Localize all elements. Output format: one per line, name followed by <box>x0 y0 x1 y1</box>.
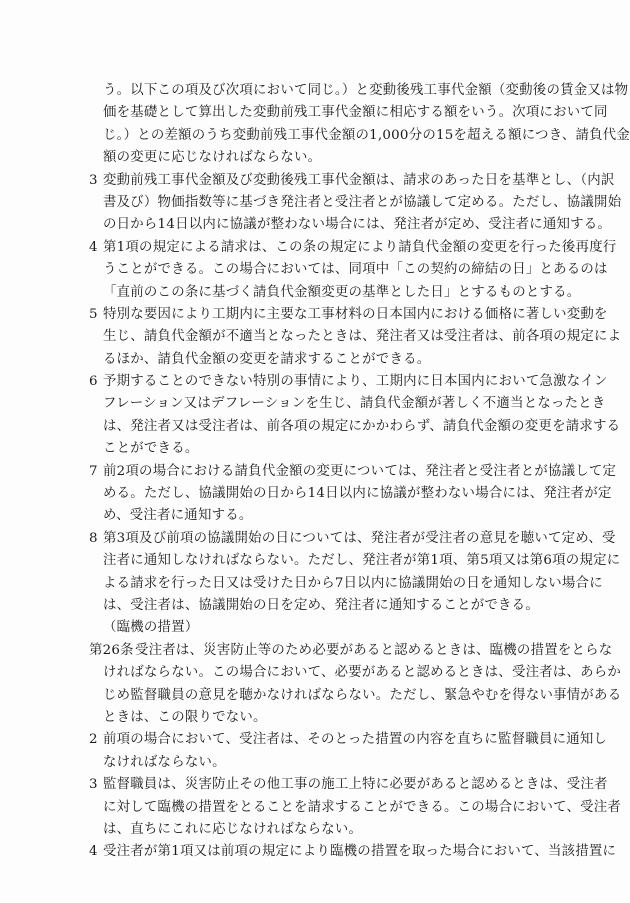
numbered-paragraph-line <box>89 729 608 751</box>
numbered-paragraph-line <box>89 371 608 393</box>
line-text: 注者に通知しなければならない。ただし、発注者が第1項、第5項又は第6項の規定に <box>103 553 621 569</box>
numbered-paragraph-line <box>89 304 608 326</box>
article-number: 第26条 <box>89 642 134 658</box>
line-text: は、受注者は、協議開始の日を定め、発注者に通知することができる。 <box>103 597 539 613</box>
line-text: の日から14日以内に協議が整わない場合には、発注者が定め、受注者に通知する。 <box>103 217 612 233</box>
line-text: める。ただし、協議開始の日から14日以内に協議が整わない場合には、発注者が定 <box>103 486 612 502</box>
continuation-line <box>89 326 622 348</box>
line-text: ときは、この限りでない。 <box>103 709 267 725</box>
continuation-line <box>89 707 549 729</box>
continuation-line <box>89 282 581 304</box>
continuation-line <box>89 752 549 774</box>
line-text: 生じ、請負代金額が不適当となったときは、発注者又は受注者は、前各項の規定によ <box>103 329 622 345</box>
numbered-paragraph-line <box>89 170 615 192</box>
line-text: 「直前のこの条に基づく請負代金額変更の基準とした日」とするものとする。 <box>103 284 581 300</box>
numbered-paragraph-line <box>89 528 616 550</box>
line-text: じ。）との差額のうち変動前残工事代金額の1,000分の15を超える額につき、請負代金 <box>103 127 630 143</box>
continuation-line <box>89 416 621 438</box>
paragraph-number: 5 <box>89 306 98 322</box>
line-text: 監督職員は、災害防止その他工事の施工上特に必要があると認めるときは、受注者 <box>103 777 608 793</box>
continuation-line <box>89 595 549 617</box>
numbered-paragraph-line <box>89 841 617 863</box>
paragraph-number: 4 <box>89 239 98 255</box>
continuation-line <box>89 438 549 460</box>
line-text: 予期することのできない特別の事情により、工期内に日本国内において急激なイン <box>103 374 608 390</box>
line-text: 前2項の場合における請負代金額の変更については、発注者と受注者とが協議して定 <box>103 463 617 479</box>
paragraph-number: 6 <box>89 374 98 390</box>
line-text: 額の変更に応じなければならない。 <box>103 150 322 166</box>
line-text: うことができる。この場合においては、同項中「この契約の締結の日」とあるのは <box>103 262 608 278</box>
continuation-line <box>89 147 549 169</box>
line-text: じめ監督職員の意見を聴かなければならない。ただし、緊急やむを得ない事情がある <box>103 687 622 703</box>
line-text: よる請求を行った日又は受けた日から7日以内に協議開始の日を通知しない場合に <box>103 575 603 591</box>
line-text: 第3項及び前項の協議開始の日については、発注者が受注者の意見を聴いて定め、受 <box>103 530 616 546</box>
paragraph-number: 8 <box>89 530 98 546</box>
line-text: 特別な要因により工期内に主要な工事材料の日本国内における価格に著しい変動を <box>103 306 608 322</box>
line-text: るほか、請負代金額の変更を請求することができる。 <box>103 351 431 367</box>
line-text: ければならない。この場合において、必要があると認めるときは、受注者は、あらか <box>103 665 622 681</box>
line-text: 第1項の規定による請求は、この条の規定により請負代金額の変更を行った後再度行 <box>103 239 617 255</box>
continuation-line <box>89 80 629 102</box>
numbered-paragraph-line <box>89 461 617 483</box>
continuation-line <box>89 819 549 841</box>
continuation-line <box>89 125 630 147</box>
line-text: ことができる。 <box>103 441 199 457</box>
continuation-line <box>89 393 606 415</box>
continuation-line <box>89 102 608 124</box>
line-text: 価を基礎として算出した変動前残工事代金額に相応する額をいう。次項において同 <box>103 105 608 121</box>
continuation-line <box>89 259 608 281</box>
line-text: なければならない。 <box>103 754 226 770</box>
line-text: う。以下この項及び次項において同じ。）と変動後残工事代金額（変動後の賃金又は物 <box>103 83 629 98</box>
paragraph-number: 2 <box>89 732 98 748</box>
line-text: 受注者は、災害防止等のため必要があると認めるときは、臨機の措置をとらな <box>135 642 613 658</box>
numbered-paragraph-line <box>89 774 608 796</box>
continuation-line <box>89 214 612 236</box>
line-text: め、受注者に通知する。 <box>103 508 253 524</box>
line-text: は、発注者又は受注者は、前各項の規定にかかわらず、請負代金額の変更を請求する <box>103 418 621 434</box>
line-text: フレーション又はデフレーションを生じ、請負代金額が著しく不適当となったとき <box>103 396 606 412</box>
line-text: （臨機の措置） <box>103 620 199 636</box>
continuation-line <box>89 797 622 819</box>
line-text: 変動前残工事代金額及び変動後残工事代金額は、請求のあった日を基準とし、（内訳 <box>103 172 615 188</box>
continuation-line <box>89 573 603 595</box>
line-text: 受注者が第1項又は前項の規定により臨機の措置を取った場合において、当該措置に <box>103 844 617 860</box>
article-line <box>89 640 613 662</box>
paragraph-number: 3 <box>89 172 98 188</box>
line-text: に対して臨機の措置をとることを請求することができる。この場合において、受注者 <box>103 799 622 815</box>
section-heading <box>89 617 549 639</box>
numbered-paragraph-line <box>89 237 617 259</box>
line-text: は、直ちにこれに応じなければならない。 <box>103 821 363 837</box>
document-body <box>89 80 630 864</box>
line-text: 書及び）物価指数等に基づき発注者と受注者とが協議して定める。ただし、協議開始 <box>103 194 622 210</box>
continuation-line <box>89 192 622 214</box>
paragraph-number: 3 <box>89 777 98 793</box>
continuation-line <box>89 483 612 505</box>
paragraph-number: 7 <box>89 463 98 479</box>
continuation-line <box>89 505 549 527</box>
continuation-line <box>89 550 621 572</box>
continuation-line <box>89 685 622 707</box>
continuation-line <box>89 349 549 371</box>
paragraph-number: 4 <box>89 844 98 860</box>
continuation-line <box>89 662 622 684</box>
line-text: 前項の場合において、受注者は、そのとった措置の内容を直ちに監督職員に通知し <box>103 732 608 748</box>
